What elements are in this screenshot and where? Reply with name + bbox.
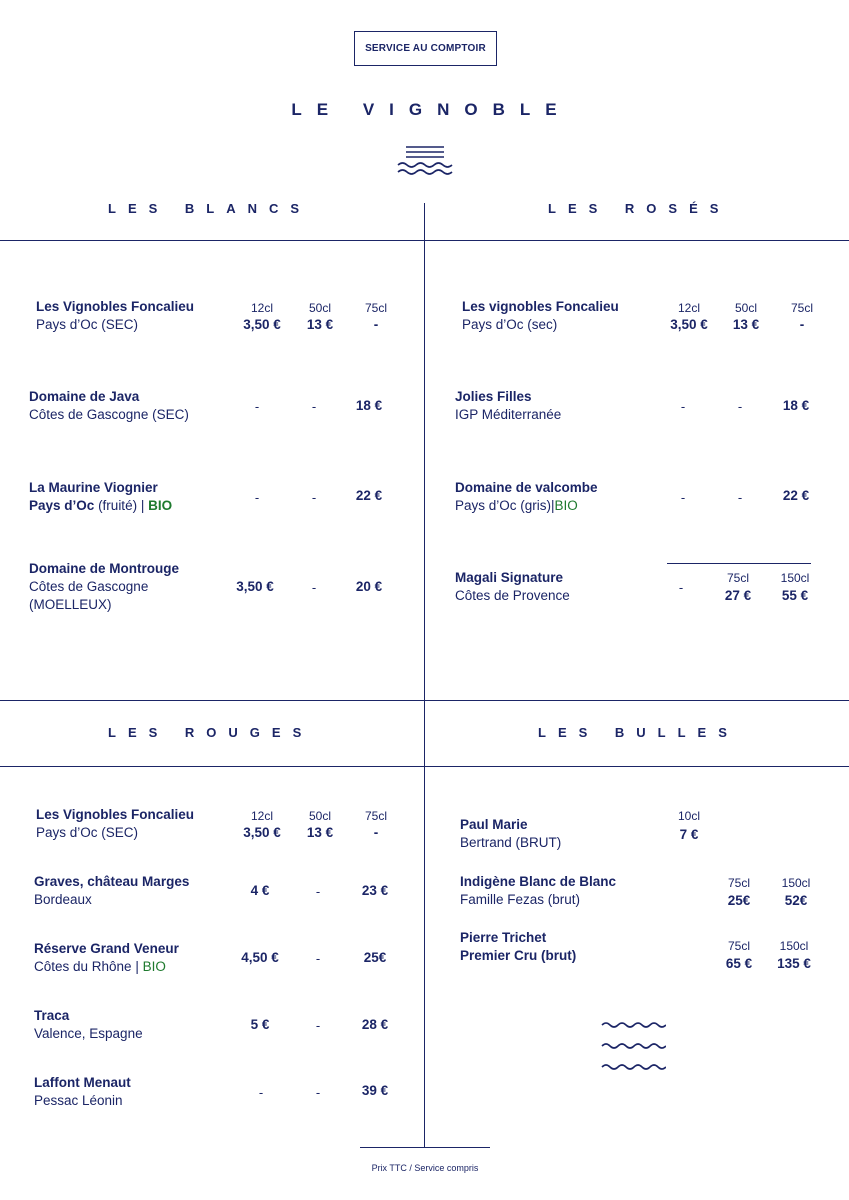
price-75cl: 18 € — [782, 398, 810, 413]
price-50cl: - — [311, 490, 317, 505]
list-item — [29, 479, 172, 515]
price-12cl: 3,50 € — [670, 317, 708, 332]
price-150cl: 135 € — [777, 956, 811, 971]
footer-note: Prix TTC / Service compris — [371, 1163, 479, 1173]
size-label-75cl: 75cl — [727, 939, 750, 953]
bio-badge: BIO — [148, 498, 173, 513]
size-label-10cl: 10cl — [677, 809, 700, 823]
price-12cl: - — [254, 399, 260, 414]
price-75cl: 39 € — [361, 1083, 389, 1098]
wine-name: Paul Marie — [460, 817, 528, 832]
price-12cl: - — [680, 490, 686, 505]
wine-style: (fruité) | — [98, 498, 145, 513]
price-12cl: 3,50 € — [243, 825, 281, 840]
wine-name: Domaine de Java — [29, 389, 140, 404]
wine-origin: Famille Fezas (brut) — [460, 892, 581, 907]
wine-name: Les Vignobles Foncalieu — [36, 299, 195, 314]
price-75cl: 25€ — [727, 893, 751, 908]
price-12cl: - — [678, 580, 684, 595]
size-label-75cl: 75cl — [726, 571, 749, 585]
price-12cl: - — [680, 399, 686, 414]
wine-origin: Côtes du Rhône | — [34, 959, 139, 974]
wine-name: Domaine de Montrouge — [29, 561, 180, 576]
size-label-75cl: 75cl — [727, 876, 750, 890]
magnum-divider — [667, 563, 811, 564]
size-label-150cl: 150cl — [780, 571, 810, 585]
size-label-75cl: 75cl — [790, 301, 813, 315]
price-50cl: 13 € — [732, 317, 760, 332]
price-75cl: 28 € — [361, 1017, 389, 1032]
price-10cl: 7 € — [679, 827, 699, 842]
list-item — [460, 873, 616, 909]
price-50cl: - — [315, 1018, 321, 1033]
waves-logo-icon — [396, 145, 454, 177]
price-50cl: 13 € — [306, 825, 334, 840]
list-item — [36, 298, 194, 334]
size-label-75cl: 75cl — [364, 809, 387, 823]
wine-name: Laffont Menaut — [34, 1075, 131, 1090]
price-50cl: - — [737, 490, 743, 505]
list-item — [34, 873, 189, 909]
section-title-blancs: LES BLANCS — [108, 201, 312, 216]
price-75cl: 20 € — [355, 579, 383, 594]
size-label-50cl: 50cl — [308, 301, 331, 315]
wine-origin: Pays d’Oc (sec) — [462, 317, 558, 332]
wine-cru: Premier Cru (brut) — [460, 948, 577, 963]
waves-decoration-icon — [600, 1015, 666, 1075]
price-12cl: 3,50 € — [243, 317, 281, 332]
price-50cl: - — [311, 580, 317, 595]
price-75cl: 22 € — [355, 488, 383, 503]
price-50cl: - — [315, 1085, 321, 1100]
wine-name: Jolies Filles — [455, 389, 532, 404]
size-label-50cl: 50cl — [734, 301, 757, 315]
price-50cl: - — [737, 399, 743, 414]
price-75cl: - — [799, 317, 805, 332]
wine-origin: IGP Méditerranée — [455, 407, 562, 422]
section-title-rouges: LES ROUGES — [108, 725, 314, 740]
wine-origin: Pessac Léonin — [34, 1093, 123, 1108]
wine-name: Domaine de valcombe — [455, 480, 598, 495]
wine-origin: Côtes de Provence — [455, 588, 570, 603]
wine-origin: Pays d’Oc (SEC) — [36, 317, 139, 332]
price-150cl: 52€ — [784, 893, 808, 908]
price-75cl: 65 € — [725, 956, 753, 971]
price-12cl: 4,50 € — [241, 950, 279, 965]
wine-name: Les Vignobles Foncalieu — [36, 807, 195, 822]
price-50cl: - — [315, 951, 321, 966]
wine-origin: Bordeaux — [34, 892, 92, 907]
wine-name: La Maurine Viognier — [29, 480, 158, 495]
price-50cl: - — [311, 399, 317, 414]
price-12cl: - — [258, 1085, 264, 1100]
wine-origin: Côtes de Gascogne (SEC) — [29, 407, 189, 422]
size-label-12cl: 12cl — [677, 301, 700, 315]
wine-origin: Côtes de Gascogne — [29, 579, 149, 594]
list-item — [29, 388, 189, 424]
price-75cl: 27 € — [724, 588, 752, 603]
page-title: LE VIGNOBLE — [291, 100, 572, 119]
price-150cl: 55 € — [781, 588, 809, 603]
price-50cl: - — [315, 884, 321, 899]
price-75cl: 18 € — [355, 398, 383, 413]
price-75cl: 22 € — [782, 488, 810, 503]
section-title-bulles: LES BULLES — [538, 725, 739, 740]
price-75cl: - — [373, 825, 379, 840]
size-label-150cl: 150cl — [779, 939, 809, 953]
wine-origin: Pays d’Oc — [29, 498, 95, 513]
size-label-12cl: 12cl — [250, 301, 273, 315]
list-item — [455, 569, 570, 605]
size-label-75cl: 75cl — [364, 301, 387, 315]
divider-vertical — [424, 203, 425, 1148]
list-item — [34, 940, 179, 976]
wine-name: Pierre Trichet — [460, 930, 547, 945]
wine-origin: Pays d’Oc (SEC) — [36, 825, 139, 840]
list-item — [29, 560, 179, 614]
bio-badge: BIO — [554, 498, 578, 513]
size-label-50cl: 50cl — [308, 809, 331, 823]
wine-name: Graves, château Marges — [34, 874, 190, 889]
list-item — [455, 388, 561, 424]
service-au-comptoir-badge: SERVICE AU COMPTOIR — [354, 31, 497, 66]
price-12cl: 3,50 € — [236, 579, 274, 594]
wine-name: Traca — [34, 1008, 70, 1023]
price-75cl: 23 € — [361, 883, 389, 898]
wine-name: Indigène Blanc de Blanc — [460, 874, 617, 889]
wine-name: Magali Signature — [455, 570, 564, 585]
wine-origin: Pays d’Oc (gris)| — [455, 498, 555, 513]
list-item — [36, 806, 194, 842]
size-label-12cl: 12cl — [250, 809, 273, 823]
price-12cl: 5 € — [250, 1017, 270, 1032]
price-12cl: - — [254, 490, 260, 505]
wine-name: Réserve Grand Veneur — [34, 941, 179, 956]
price-50cl: 13 € — [306, 317, 334, 332]
list-item — [462, 298, 619, 334]
section-title-roses: LES ROSÉS — [548, 201, 731, 216]
list-item — [34, 1074, 131, 1110]
bio-badge: BIO — [142, 959, 166, 974]
wine-origin: Valence, Espagne — [34, 1026, 143, 1041]
divider-footer — [360, 1147, 490, 1148]
list-item — [455, 479, 598, 515]
price-75cl: 25€ — [363, 950, 387, 965]
price-12cl: 4 € — [250, 883, 270, 898]
list-item — [34, 1007, 143, 1043]
wine-origin: Bertrand (BRUT) — [460, 835, 562, 850]
wine-name: Les vignobles Foncalieu — [462, 299, 619, 314]
list-item — [460, 929, 576, 965]
list-item — [460, 816, 561, 852]
size-label-150cl: 150cl — [781, 876, 811, 890]
price-75cl: - — [373, 317, 379, 332]
wine-style: (MOELLEUX) — [29, 597, 112, 612]
